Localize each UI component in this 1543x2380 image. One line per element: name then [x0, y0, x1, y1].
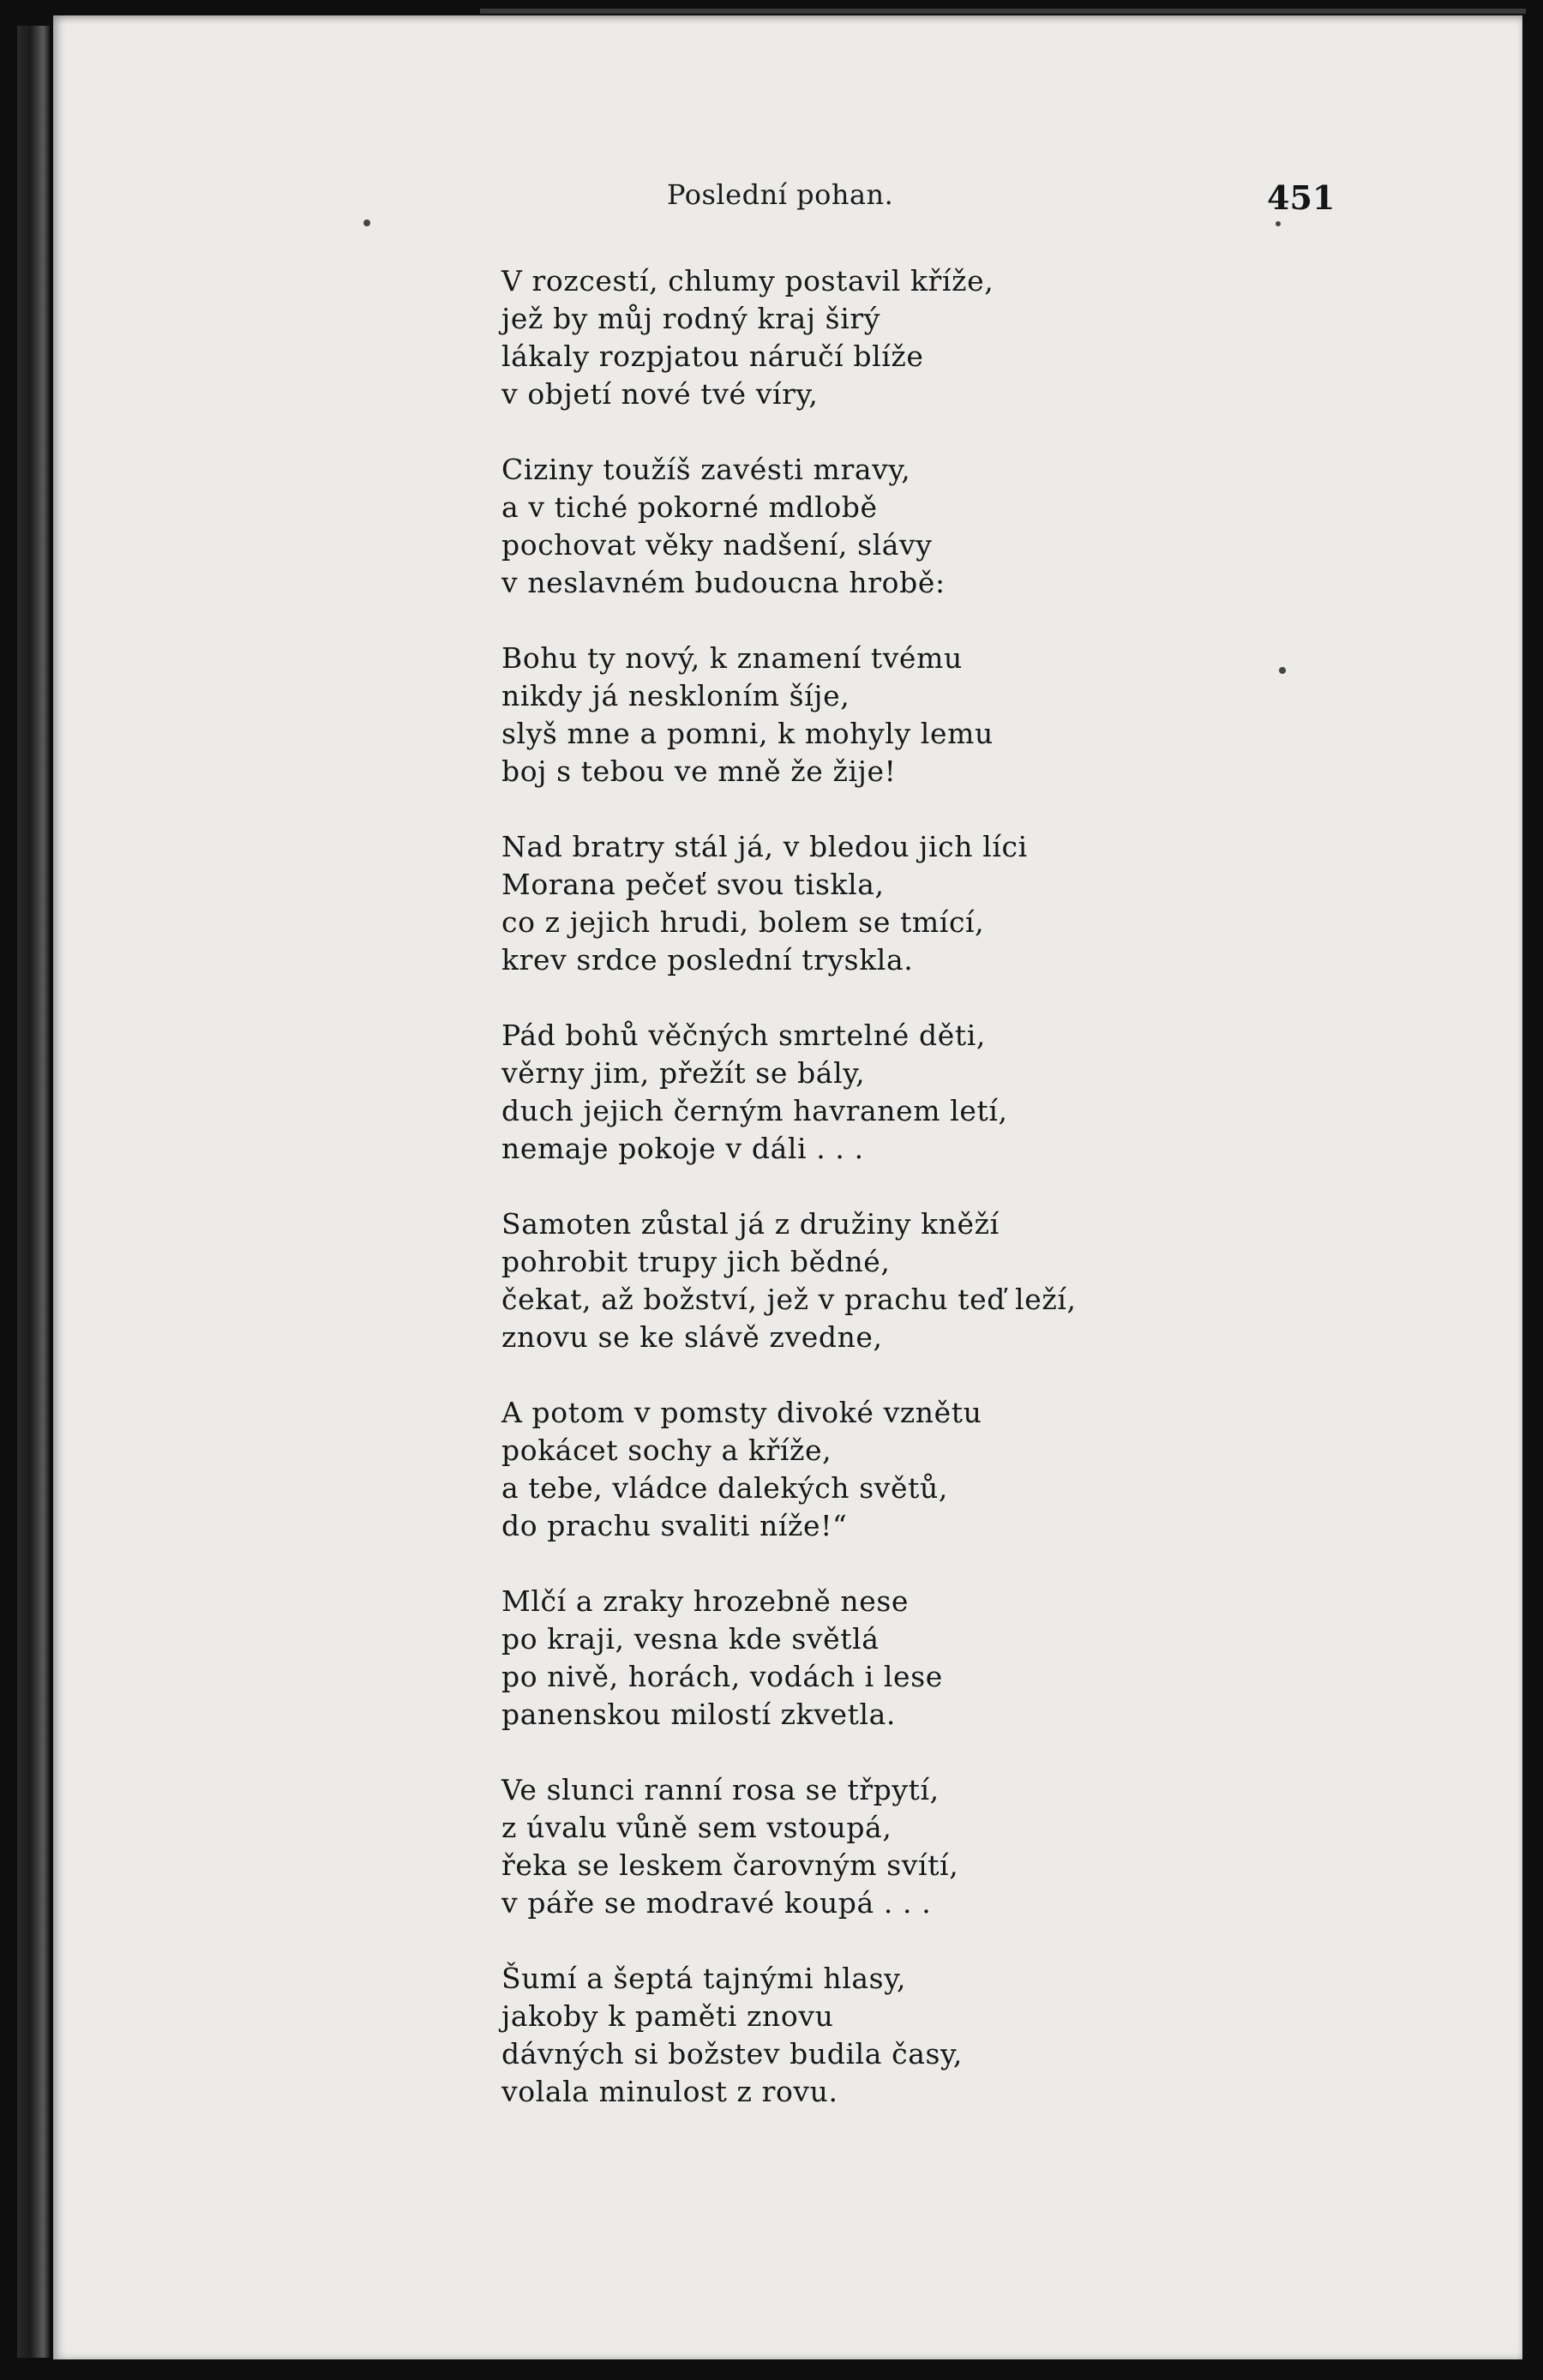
book-spine-edge	[17, 26, 50, 2358]
verse-line: lákaly rozpjatou náručí blíže	[501, 340, 924, 373]
verse-line: nemaje pokoje v dáli . . .	[501, 1132, 864, 1165]
verse-line: dávných si božstev budila časy,	[501, 2037, 963, 2070]
verse-line: panenskou milostí zkvetla.	[501, 1698, 897, 1731]
verse-line: Šumí a šeptá tajnými hlasy,	[501, 1962, 907, 1995]
verse-line: nikdy já neskloním šíje,	[501, 679, 850, 712]
verse-line: jež by můj rodný kraj širý	[501, 302, 880, 335]
stanza	[501, 1960, 1462, 2111]
ink-speck	[1276, 221, 1281, 226]
verse-line: pochovat věky nadšení, slávy	[501, 528, 933, 562]
verse-line: Nad bratry stál já, v bledou jich líci	[501, 830, 1028, 863]
stanza	[501, 262, 1462, 413]
verse-line: Ciziny toužíš zavésti mravy,	[501, 453, 911, 486]
running-title: Poslední pohan.	[667, 178, 894, 211]
stanza	[501, 828, 1462, 979]
verse-line: Ve slunci ranní rosa se třpytí,	[501, 1773, 940, 1806]
verse-line: řeka se leskem čarovným svítí,	[501, 1848, 959, 1882]
verse-line: V rozcestí, chlumy postavil kříže,	[501, 264, 994, 298]
verse-line: pokácet sochy a kříže,	[501, 1433, 832, 1467]
verse-line: znovu se ke slávě zvedne,	[501, 1320, 883, 1354]
verse-line: v objetí nové tvé víry,	[501, 377, 819, 411]
verse-line: po kraji, vesna kde světlá	[501, 1622, 880, 1656]
verse-line: do prachu svaliti níže!“	[501, 1509, 848, 1542]
verse-line: A potom v pomsty divoké vznětu	[501, 1396, 982, 1429]
verse-line: po nivě, horách, vodách i lese	[501, 1660, 943, 1693]
page-number: 451	[1267, 178, 1336, 217]
verse-line: Samoten zůstal já z družiny kněží	[501, 1207, 1000, 1241]
verse-line: věrny jim, přežít se bály,	[501, 1056, 866, 1090]
verse-line: čekat, až božství, jež v prachu teď leží,	[501, 1283, 1077, 1316]
verse-line: jakoby k paměti znovu	[501, 1999, 834, 2033]
stanza	[501, 1017, 1462, 1168]
verse-line: duch jejich černým havranem letí,	[501, 1094, 1008, 1127]
verse-line: v neslavném budoucna hrobě:	[501, 566, 946, 599]
verse-line: boj s tebou ve mně že žije!	[501, 754, 897, 788]
verse-line: Morana pečeť svou tiskla,	[501, 868, 885, 901]
verse-line: volala minulost z rovu.	[501, 2075, 838, 2108]
verse-line: v páře se modravé koupá . . .	[501, 1886, 932, 1920]
stanza	[501, 1394, 1462, 1545]
verse-line: Pád bohů věčných smrtelné děti,	[501, 1019, 986, 1052]
verse-line: slyš mne a pomni, k mohyly lemu	[501, 717, 994, 750]
verse-line: Bohu ty nový, k znamení tvému	[501, 641, 963, 675]
verse-line: Mlčí a zraky hrozebně nese	[501, 1584, 910, 1618]
stanza	[501, 1771, 1462, 1922]
verse-line: pohrobit trupy jich bědné,	[501, 1245, 891, 1278]
ink-speck	[363, 219, 370, 226]
verse-line: a tebe, vládce dalekých světů,	[501, 1471, 948, 1505]
stanza	[501, 640, 1462, 790]
verse-line: krev srdce poslední tryskla.	[501, 943, 914, 977]
top-page-edge	[480, 9, 1526, 14]
verse-line: z úvalu vůně sem vstoupá,	[501, 1811, 892, 1844]
poem-body	[501, 262, 1462, 2149]
verse-line: co z jejich hrudi, bolem se tmící,	[501, 905, 985, 939]
stanza	[501, 451, 1462, 602]
stanza	[501, 1583, 1462, 1734]
stanza	[501, 1205, 1462, 1356]
verse-line: a v tiché pokorné mdlobě	[501, 490, 878, 524]
